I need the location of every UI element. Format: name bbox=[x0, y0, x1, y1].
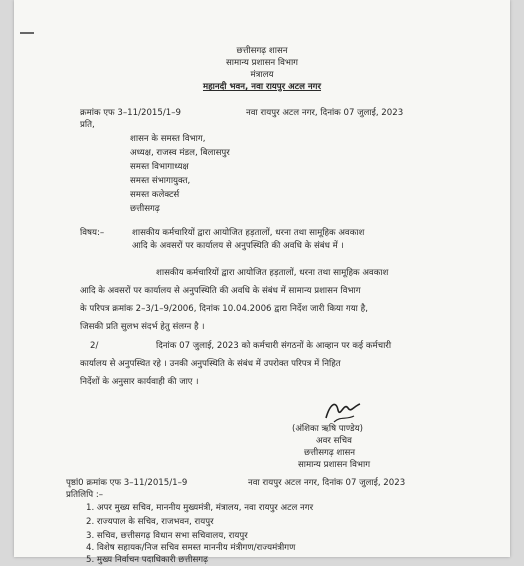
signatory-name: (अंशिका ऋषि पाण्डेय) bbox=[292, 424, 363, 434]
copy-item: 3. सचिव, छत्तीसगढ़ विधान सभा सचिवालय, रायपुर bbox=[86, 531, 248, 541]
body-line: कार्यालय से अनुपस्थित रहे । उनकी अनुपस्थिति के संबंध में उपरोक्त परिपत्र में निहित bbox=[80, 359, 341, 369]
copy-item: 1. अपर मुख्य सचिव, माननीय मुख्यमंत्री, मंत्रालय, नवा रायपुर अटल नगर bbox=[86, 503, 314, 513]
addressee: छत्तीसगढ़ bbox=[130, 204, 160, 214]
signatory-dept: सामान्य प्रशासन विभाग bbox=[298, 460, 371, 470]
body-line: शासकीय कर्मचारियों द्वारा आयोजित हड़तालों, धरना तथा सामूहिक अवकाश bbox=[156, 268, 389, 278]
subject-line: शासकीय कर्मचारियों द्वारा आयोजित हड़तालों, धरना तथा सामूहिक अवकाश bbox=[132, 228, 365, 238]
header-dept: सामान्य प्रशासन विभाग bbox=[225, 58, 299, 68]
document-page bbox=[14, 0, 510, 565]
copy-item: 5. मुख्य निर्वाचन पदाधिकारी छत्तीसगढ़ bbox=[86, 555, 208, 565]
body-line: निर्देशों के अनुसार कार्यवाही की जाए । bbox=[80, 377, 199, 387]
addressee: समस्त कलेक्टर्स bbox=[130, 190, 180, 200]
body-line: जिसकी प्रति सुलभ संदर्भ हेतु संलग्न है । bbox=[80, 322, 205, 332]
header-govt: छत्तीसगढ़ शासन bbox=[236, 46, 288, 56]
addressee: समस्त विभागाध्यक्ष bbox=[130, 162, 189, 172]
copy-item: 4. विशेष सहायक/निज सचिव समस्त माननीय मंत्रीगण/राज्यमंत्रीगण bbox=[86, 543, 296, 553]
ref-number: क्रमांक एफ 3–11/2015/1–9 bbox=[80, 108, 181, 118]
scan-mark bbox=[20, 32, 34, 34]
handwritten-signature bbox=[320, 396, 366, 426]
endorsement-number: पृष्ठां0 क्रमांक एफ 3–11/2015/1–9 bbox=[66, 478, 188, 488]
body-line: आदि के अवसरों पर कार्यालय से अनुपस्थिति की अवधि के संबंध में सामान्य प्रशासन विभाग bbox=[80, 286, 361, 296]
prati-label: प्रति, bbox=[80, 120, 95, 130]
addressee: अध्यक्ष, राजस्व मंडल, बिलासपुर bbox=[130, 148, 230, 158]
endorsement-place-date: नवा रायपुर अटल नगर, दिनांक 07 जुलाई, 2023 bbox=[248, 478, 406, 488]
body-line: दिनांक 07 जुलाई, 2023 को कर्मचारी संगठनों के आव्हान पर कई कर्मचारी bbox=[156, 341, 392, 351]
header-address: महानदी भवन, नवा रायपुर अटल नगर bbox=[202, 82, 322, 92]
signatory-designation: अवर सचिव bbox=[316, 436, 352, 446]
subject-label: विषय:– bbox=[80, 228, 105, 238]
addressee: समस्त संभागायुक्त, bbox=[130, 176, 191, 186]
addressee: शासन के समस्त विभाग, bbox=[130, 134, 206, 144]
copy-label: प्रतिलिपि :– bbox=[66, 490, 104, 500]
subject-line: आदि के अवसरों पर कार्यालय से अनुपस्थिति की अवधि के संबंध में । bbox=[132, 241, 344, 251]
para-number: 2/ bbox=[90, 341, 99, 351]
body-line: के परिपत्र क्रमांक 2–3/1–9/2006, दिनांक 10.04.2006 द्वारा निर्देश जारी किया गया है, bbox=[80, 304, 368, 314]
header-ministry: मंत्रालय bbox=[250, 70, 274, 80]
signatory-govt: छत्तीसगढ़ शासन bbox=[304, 448, 356, 458]
copy-item: 2. राज्यपाल के सचिव, राजभवन, रायपुर bbox=[86, 517, 214, 527]
ref-place-date: नवा रायपुर अटल नगर, दिनांक 07 जुलाई, 2023 bbox=[246, 108, 404, 118]
